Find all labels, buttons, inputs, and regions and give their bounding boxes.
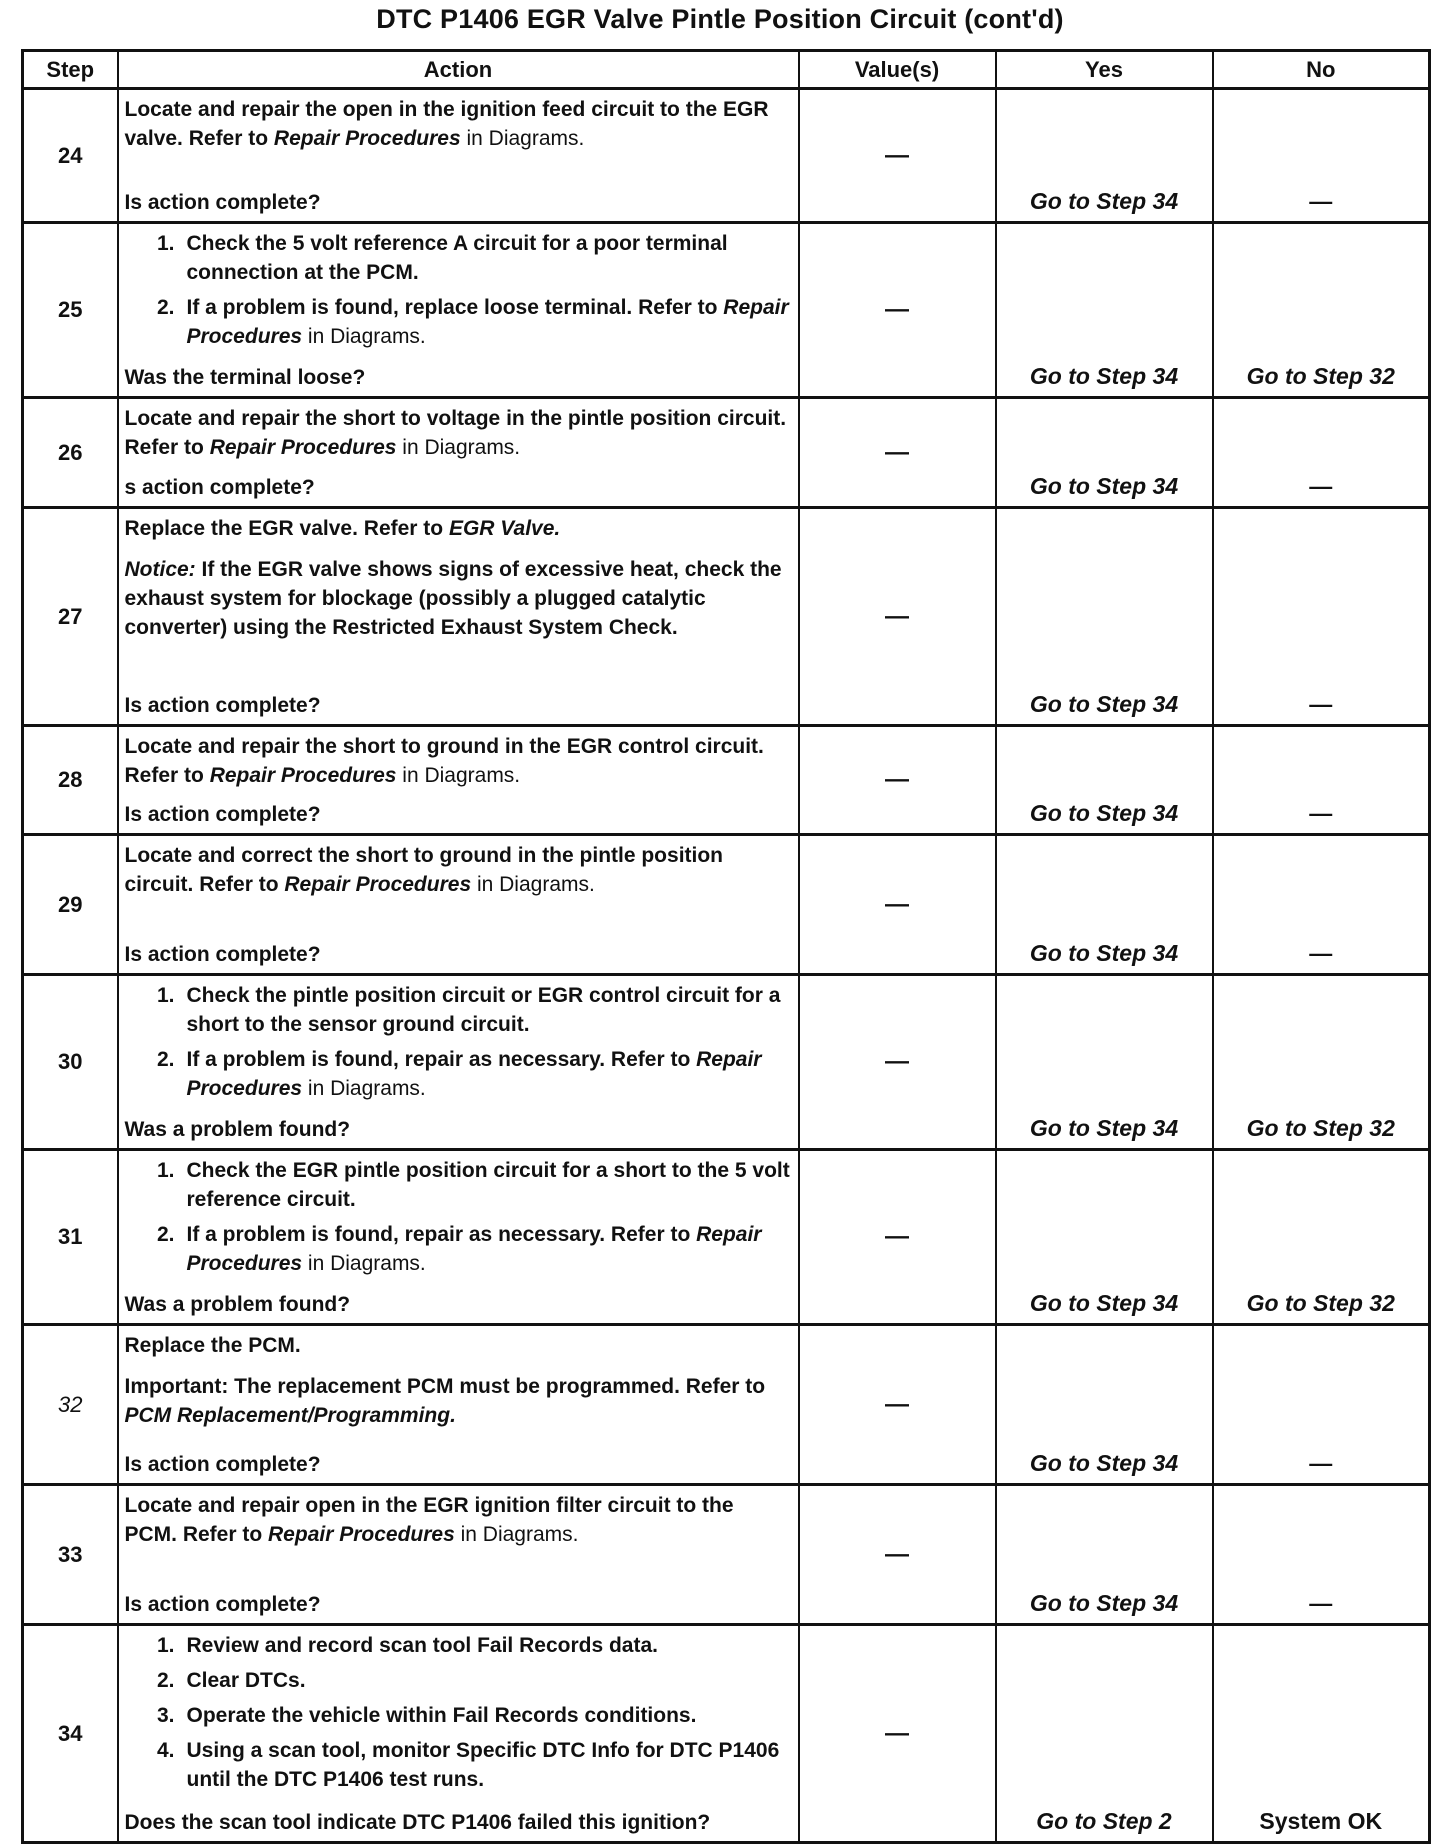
- value-cell: —: [799, 223, 996, 398]
- no-cell: —: [1213, 398, 1430, 508]
- repair-procedures-ref: Repair Procedures: [186, 296, 789, 348]
- list-item: 1. Check the pintle position circuit or EGR control circuit for a short to the sensor ground circuit.: [156, 984, 781, 1036]
- repair-procedures-ref: Repair Procedures: [284, 873, 472, 896]
- important-text: The replacement PCM must be programmed. Refer to: [228, 1375, 766, 1398]
- action-text-tail: in Diagrams.: [454, 1523, 579, 1546]
- step-number: 28: [23, 726, 118, 835]
- action-cell: [118, 223, 799, 398]
- list-item: 2. Clear DTCs.: [156, 1669, 306, 1692]
- action-text: Locate and repair open in the EGR ignition filter circuit to the PCM. Refer to: [124, 1494, 734, 1546]
- table-row: [23, 1485, 1430, 1625]
- repair-procedures-ref: Repair Procedures: [268, 1523, 455, 1546]
- no-cell: Go to Step 32: [1213, 223, 1430, 398]
- table-row: [23, 1325, 1430, 1485]
- value-cell: —: [799, 975, 996, 1150]
- yes-cell: Go to Step 34: [996, 1150, 1213, 1325]
- notice-block: [125, 555, 792, 642]
- list-item: 1. Check the 5 volt reference A circuit for a poor terminal connection at the PCM.: [156, 232, 728, 284]
- action-text: Locate and repair the short to voltage in the pintle position circuit. Refer to: [124, 407, 787, 459]
- value-cell: —: [799, 726, 996, 835]
- repair-procedures-ref: Repair Procedures: [186, 1223, 762, 1275]
- value-cell: —: [799, 1485, 996, 1625]
- yes-cell: Go to Step 34: [996, 1325, 1213, 1485]
- action-question: Was a problem found?: [124, 1118, 351, 1141]
- yes-cell: Go to Step 34: [996, 89, 1213, 223]
- list-item: 3. Operate the vehicle within Fail Records conditions.: [156, 1704, 697, 1727]
- step-number: 30: [23, 975, 118, 1150]
- table-row: [23, 1150, 1430, 1325]
- table-row: [23, 975, 1430, 1150]
- step-number: 26: [23, 398, 118, 508]
- notice-text: If the EGR valve shows signs of excessive heat, check the exhaust system for blockage (possibly a plugged catalytic converter) using the Restricted Exhaust System Check.: [124, 558, 782, 639]
- list-item: 2. If a problem is found, repair as necessary. Refer to Repair Procedures in Diagrams.: [156, 1048, 762, 1100]
- action-cell: [118, 975, 799, 1150]
- step-number: 33: [23, 1485, 118, 1625]
- repair-procedures-ref: Repair Procedures: [186, 1048, 762, 1100]
- value-cell: —: [799, 89, 996, 223]
- no-cell: —: [1213, 1325, 1430, 1485]
- action-cell: [118, 726, 799, 835]
- action-cell: [118, 1625, 799, 1843]
- yes-cell: Go to Step 34: [996, 726, 1213, 835]
- action-text: Locate and correct the short to ground in the pintle position circuit. Refer to: [124, 844, 724, 896]
- table-row: [23, 835, 1430, 975]
- yes-cell: Go to Step 34: [996, 508, 1213, 726]
- action-text-tail: in Diagrams.: [471, 873, 595, 896]
- action-cell: [118, 835, 799, 975]
- list-item: 4. Using a scan tool, monitor Specific DTC Info for DTC P1406 until the DTC P1406 test runs.: [156, 1739, 780, 1791]
- yes-cell: Go to Step 2: [996, 1625, 1213, 1843]
- no-cell: —: [1213, 508, 1430, 726]
- action-question: Is action complete?: [124, 1453, 321, 1476]
- list-item: 1. Review and record scan tool Fail Records data.: [156, 1634, 658, 1657]
- table-header-row: [23, 51, 1430, 89]
- header-action: Action: [118, 51, 799, 89]
- value-cell: —: [799, 1325, 996, 1485]
- action-question: Does the scan tool indicate DTC P1406 failed this ignition?: [124, 1811, 711, 1834]
- list-item: 2. If a problem is found, repair as necessary. Refer to Repair Procedures in Diagrams.: [156, 1223, 762, 1275]
- diagnostic-table: [21, 49, 1431, 1844]
- action-question: Is action complete?: [124, 803, 321, 826]
- no-cell: —: [1213, 726, 1430, 835]
- action-text-tail: in Diagrams.: [396, 764, 521, 787]
- step-number: 27: [23, 508, 118, 726]
- action-list: [125, 1156, 792, 1278]
- important-block: [125, 1372, 792, 1430]
- action-question: s action complete?: [124, 476, 315, 499]
- value-cell: —: [799, 1625, 996, 1843]
- step-number: 25: [23, 223, 118, 398]
- action-cell: [118, 1150, 799, 1325]
- header-no: No: [1213, 51, 1430, 89]
- action-question: Is action complete?: [124, 943, 321, 966]
- action-cell: [118, 398, 799, 508]
- step-number: 24: [23, 89, 118, 223]
- value-cell: —: [799, 835, 996, 975]
- yes-cell: Go to Step 34: [996, 223, 1213, 398]
- table-row: [23, 508, 1430, 726]
- table-row: [23, 726, 1430, 835]
- list-item: 2. If a problem is found, replace loose terminal. Refer to Repair Procedures in Diagrams.: [156, 296, 789, 348]
- no-cell: Go to Step 32: [1213, 975, 1430, 1150]
- value-cell: —: [799, 398, 996, 508]
- step-number: 31: [23, 1150, 118, 1325]
- yes-cell: Go to Step 34: [996, 1485, 1213, 1625]
- step-number: 32: [23, 1325, 118, 1485]
- repair-procedures-ref: Repair Procedures: [209, 436, 397, 459]
- action-list: [125, 1631, 792, 1794]
- action-text-tail: in Diagrams.: [460, 127, 585, 150]
- important-label: Important:: [124, 1375, 229, 1398]
- action-text: Locate and repair the open in the ignition feed circuit to the EGR valve. Refer to: [124, 98, 769, 150]
- action-question: Is action complete?: [124, 191, 321, 214]
- table-row: [23, 398, 1430, 508]
- no-cell: Go to Step 32: [1213, 1150, 1430, 1325]
- repair-procedures-ref: Repair Procedures: [209, 764, 397, 787]
- table-row: [23, 1625, 1430, 1843]
- action-list: [125, 229, 792, 351]
- value-cell: —: [799, 508, 996, 726]
- action-question: Was the terminal loose?: [124, 366, 366, 389]
- action-list: [125, 981, 792, 1103]
- table-row: [23, 89, 1430, 223]
- action-cell: [118, 89, 799, 223]
- action-cell: [118, 1325, 799, 1485]
- action-cell: [118, 508, 799, 726]
- yes-cell: Go to Step 34: [996, 398, 1213, 508]
- action-text: Replace the PCM.: [124, 1334, 301, 1357]
- action-question: Is action complete?: [124, 1593, 321, 1616]
- value-cell: —: [799, 1150, 996, 1325]
- yes-cell: Go to Step 34: [996, 835, 1213, 975]
- page-title: DTC P1406 EGR Valve Pintle Position Circuit (cont'd): [376, 4, 1064, 34]
- table-row: [23, 223, 1430, 398]
- pcm-programming-ref: PCM Replacement/Programming.: [124, 1404, 456, 1427]
- action-question: Is action complete?: [124, 694, 321, 717]
- step-number: 34: [23, 1625, 118, 1843]
- action-question: Was a problem found?: [124, 1293, 351, 1316]
- step-number: 29: [23, 835, 118, 975]
- yes-cell: Go to Step 34: [996, 975, 1213, 1150]
- no-cell: —: [1213, 835, 1430, 975]
- header-step: Step: [23, 51, 118, 89]
- header-yes: Yes: [996, 51, 1213, 89]
- header-values: Value(s): [799, 51, 996, 89]
- egr-valve-ref: EGR Valve.: [448, 517, 561, 540]
- action-text: Locate and repair the short to ground in the EGR control circuit. Refer to: [124, 735, 764, 787]
- action-text-tail: in Diagrams.: [396, 436, 521, 459]
- list-item: 1. Check the EGR pintle position circuit for a short to the 5 volt reference circuit.: [156, 1159, 790, 1211]
- action-text: Replace the EGR valve. Refer to: [124, 517, 449, 540]
- repair-procedures-ref: Repair Procedures: [273, 127, 461, 150]
- no-cell: —: [1213, 89, 1430, 223]
- notice-label: Notice:: [124, 558, 196, 581]
- action-cell: [118, 1485, 799, 1625]
- no-cell: —: [1213, 1485, 1430, 1625]
- no-cell: System OK: [1213, 1625, 1430, 1843]
